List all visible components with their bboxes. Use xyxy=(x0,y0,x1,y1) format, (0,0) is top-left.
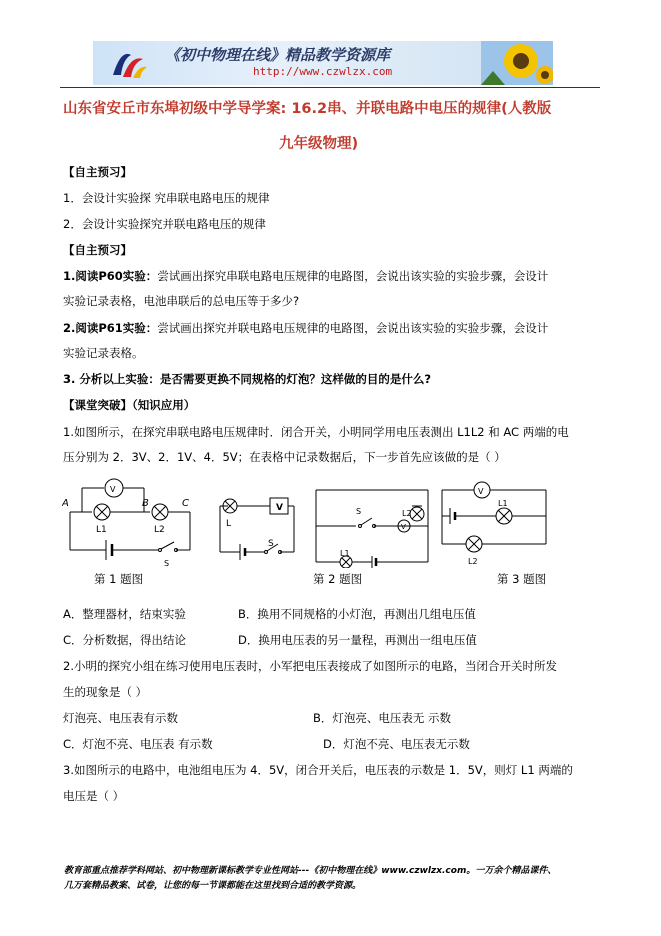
problem-1-line1: 1.如图所示，在探究串联电路电压规律时．闭合开关，小明同学用电压表测出 L1L2 和 AC 两端的电 xyxy=(63,425,569,439)
sunflower-icon xyxy=(481,41,553,85)
label-B: B xyxy=(142,498,149,509)
footer-line2: 几万套精品教案、试卷，让您的每一节课都能在这里找到合适的教学资源。 xyxy=(64,881,362,891)
voltmeter-label-3: V xyxy=(401,523,406,531)
preview-q1-bold: 1.阅读P60实验： xyxy=(63,269,158,283)
site-logo-icon xyxy=(109,45,149,81)
problem-2-line1: 2.小明的探究小组在练习使用电压表时，小军把电压表接成了如图所示的电路，当闭合开关时所发 xyxy=(63,659,557,673)
label-C: C xyxy=(182,498,189,509)
problem-3-line2: 电压是（ ） xyxy=(63,789,125,803)
p1-option-b: B．换用不同规格的小灯泡，再测出几组电压值 xyxy=(238,607,476,621)
label-S: S xyxy=(164,559,170,568)
goal-item-1: 1．会设计实验探 究串联电路电压的规律 xyxy=(63,191,270,205)
figure-caption-1: 第 1 题图 xyxy=(94,572,144,586)
preview-q2-line2: 实验记录表格。 xyxy=(63,346,144,360)
circuit-figure-3 xyxy=(312,486,434,568)
circuit-figure-4 xyxy=(438,478,552,570)
section-heading-preview-2: 【自主预习】 xyxy=(63,243,132,257)
page-title: 山东省安丘市东埠初级中学导学案: 16.2串、并联电路中电压的规律(人教版 xyxy=(63,101,552,117)
p1-option-d: D．换用电压表的另一量程，再测出一组电压值 xyxy=(238,633,477,647)
label-L2-3: L2 xyxy=(402,509,412,518)
label-S-2: S xyxy=(268,539,274,549)
preview-q3: 3. 分析以上实验：是否需要更换不同规格的灯泡？这样做的目的是什么? xyxy=(63,372,432,386)
section-heading-preview: 【自主预习】 xyxy=(63,165,132,179)
preview-q1-line2: 实验记录表格，电池串联后的总电压等于多少? xyxy=(63,294,300,308)
label-L2: L2 xyxy=(154,525,165,535)
figure-caption-2: 第 2 题图 xyxy=(313,572,363,586)
p1-option-a: A．整理器材，结束实验 xyxy=(63,607,186,621)
label-L1: L1 xyxy=(96,525,107,535)
preview-q1 xyxy=(63,268,548,284)
p2-option-d: D．灯泡不亮、电压表无示数 xyxy=(323,737,470,751)
preview-q2-text: 尝试画出探究并联电路电压规律的电路图，会说出该实验的实验步骤，会设计 xyxy=(157,321,549,335)
banner-url[interactable]: http://www.czwlzx.com xyxy=(253,65,393,78)
label-A: A xyxy=(62,498,69,509)
preview-q1-text: 尝试画出探究串联电路电压规律的电路图，会说出该实验的实验步骤，会设计 xyxy=(157,269,549,283)
label-L2-4: L2 xyxy=(468,557,478,566)
problem-2-line2: 生的现象是（ ） xyxy=(63,685,148,699)
section-heading-practice: 【课堂突破】（知识应用） xyxy=(63,398,196,412)
p1-option-c: C．分析数据，得出结论 xyxy=(63,633,187,647)
circuit-figure-2 xyxy=(216,488,298,568)
header-rule xyxy=(60,87,600,88)
preview-q2-bold: 2.阅读P61实验： xyxy=(63,321,158,335)
goal-item-2: 2．会设计实验探究并联电路电压的规律 xyxy=(63,217,266,231)
page-title-line2: 九年级物理) xyxy=(279,136,359,152)
label-S-3: S xyxy=(356,507,362,516)
footer-line1: 教育部重点推荐学科网站、初中物理新课标教学专业性网站---《初中物理在线》www.czwlzx.com。一万余个精品课件、 xyxy=(64,866,557,876)
circuit-figure-1 xyxy=(62,476,212,568)
banner-title: 《初中物理在线》精品教学资源库 xyxy=(165,46,391,64)
preview-q2 xyxy=(63,320,548,336)
figure-caption-3: 第 3 题图 xyxy=(497,572,547,586)
voltmeter-label-4: V xyxy=(478,487,484,496)
p2-option-c: C．灯泡不亮、电压表 有示数 xyxy=(63,737,213,751)
label-L1-4: L1 xyxy=(498,499,508,508)
problem-3-line1: 3.如图所示的电路中，电池组电压为 4．5V，闭合开关后，电压表的示数是 1．5V，则灯 L1 两端的 xyxy=(63,763,573,777)
p2-option-b: B．灯泡亮、电压表无 示数 xyxy=(313,711,452,725)
label-L: L xyxy=(226,519,232,529)
p2-option-a: 灯泡亮、电压表有示数 xyxy=(63,711,178,725)
voltmeter-label: V xyxy=(110,485,116,494)
label-L1-3: L1 xyxy=(340,549,350,558)
voltmeter-label-2: V xyxy=(276,503,283,513)
header-banner xyxy=(93,41,553,85)
problem-1-line2: 压分别为 2．3V、2．1V、4．5V；在表格中记录数据后，下一步首先应该做的是（ ） xyxy=(63,450,506,464)
